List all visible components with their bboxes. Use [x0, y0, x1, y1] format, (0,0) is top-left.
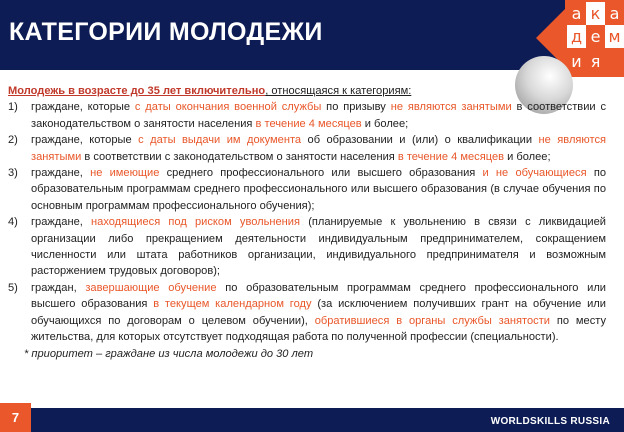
text-run: по образовательным программам среднего профессионального или высшего образования (в случае обучения по основным программам профессионального обучения); — [31, 167, 606, 212]
highlighted-phrase: с даты окончания военной службы — [134, 101, 322, 114]
list-item-text — [31, 132, 606, 165]
list-item-number: 3) — [8, 167, 18, 180]
page-number: 7 — [0, 403, 31, 432]
text-run: в соответствии с законодательством о занятости населения — [31, 101, 606, 130]
text-run: среднего профессионального или высшего образования — [159, 167, 483, 180]
logo-letter: д — [567, 25, 586, 48]
list-item-number: 2) — [8, 134, 18, 147]
brand-label: WORLDSKILLS RUSSIA — [490, 416, 610, 427]
list-item — [8, 165, 606, 214]
logo-letter: м — [605, 25, 624, 48]
logo-letter: и — [571, 52, 582, 71]
list-item-text — [31, 280, 606, 346]
intro-rest: , относящаяся к категориям: — [265, 85, 412, 97]
list-item — [8, 280, 606, 346]
highlighted-phrase: в течение 4 месяцев — [397, 150, 505, 163]
text-run: и более; — [504, 150, 551, 163]
highlighted-phrase: с даты выдачи им документа — [138, 134, 302, 147]
category-list — [8, 99, 606, 345]
highlighted-phrase: в течение 4 месяцев — [255, 117, 362, 130]
text-run: граждане, — [31, 216, 92, 229]
logo-letter: а — [571, 4, 582, 23]
text-run: (планируемые к увольнению в связи с ликвидацией организации либо прекращением деятельности индивидуальным предпринимателем, сокращением численности или штата работников организации, индивидуального предпринимателя и возможным расторжением трудовых договоров); — [31, 216, 606, 278]
highlighted-phrase: не являются занятыми — [31, 134, 607, 163]
text-run: в соответствии с законодательством о занятости населения — [81, 150, 398, 163]
highlighted-phrase: в текущем календарном году — [153, 298, 312, 311]
text-run: по призыву — [321, 101, 391, 114]
logo-letter: а — [609, 4, 620, 23]
footnote: * приоритет – граждане из числа молодежи до 30 лет — [24, 347, 314, 360]
intro-highlight: Молодежь в возрасте до 35 лет включительно — [8, 85, 266, 97]
intro-line — [8, 83, 606, 99]
text-run: граждане, которые — [31, 101, 135, 114]
list-item-text — [31, 214, 606, 280]
list-item-text — [31, 99, 606, 132]
text-run: об образовании и (или) о квалификации — [301, 134, 539, 147]
highlighted-phrase: завершающие обучение — [85, 281, 217, 294]
text-run: и более; — [361, 117, 409, 130]
text-run: граждане, — [31, 167, 91, 180]
logo-letter: е — [590, 27, 601, 46]
footer-bar — [0, 408, 624, 432]
highlighted-phrase: обратившиеся в органы службы занятости — [314, 314, 550, 327]
list-item-number: 4) — [8, 216, 18, 229]
content — [8, 83, 606, 362]
logo-letter: к — [586, 2, 605, 25]
text-run: по месту жительства, для которых отсутствует подходящая работа по полученной профессии (специальности). — [31, 314, 606, 344]
highlighted-phrase: не имеющие — [90, 167, 160, 180]
list-item — [8, 214, 606, 280]
highlighted-phrase: не являются занятыми — [390, 101, 512, 114]
list-item — [8, 132, 606, 165]
list-item-number: 1) — [8, 101, 18, 114]
highlighted-phrase: и не обучающиеся — [482, 167, 587, 180]
text-run: граждан, — [31, 281, 86, 294]
list-item — [8, 99, 606, 132]
text-run: (за исключением получивших грант на обучение или обучающихся по договорам о целевом обучении), — [31, 298, 606, 327]
list-item-text — [31, 165, 606, 214]
list-item-number: 5) — [8, 281, 18, 294]
page-title: КАТЕГОРИИ МОЛОДЕЖИ — [9, 18, 323, 46]
text-run: граждане, которые — [31, 134, 139, 147]
text-run: по образовательным программам среднего профессионального или высшего образования — [31, 281, 607, 311]
highlighted-phrase: находящиеся под риском увольнения — [91, 216, 301, 229]
logo-letter: я — [590, 52, 601, 71]
